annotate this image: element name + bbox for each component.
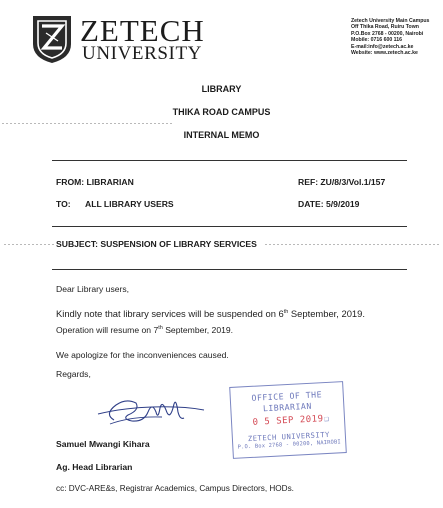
date-field: DATE: 5/9/2019 (298, 199, 360, 209)
stamp-line-address: P.O. Box 2768 - 00200, NAIROBI (237, 439, 342, 451)
notice-line-1-date: September, 2019. (288, 308, 365, 319)
apology-line: We apologize for the inconveniences caused. (56, 350, 229, 360)
university-subtitle: UNIVERSITY (82, 43, 202, 64)
stamp-mark-icon: ❏ (323, 413, 330, 424)
scan-noise (4, 244, 54, 245)
greeting: Dear Library users, (56, 284, 130, 294)
ordinal-suffix: th (158, 325, 163, 332)
subject-line: SUBJECT: SUSPENSION OF LIBRARY SERVICES (56, 239, 257, 249)
department-title: LIBRARY (201, 84, 242, 94)
scan-noise (2, 123, 172, 124)
address-line: P.O.Box 2768 - 00200, Nairobi (351, 30, 424, 37)
memo-type-title: INTERNAL MEMO (183, 130, 260, 140)
divider-middle (52, 226, 407, 227)
to-label: TO: (56, 199, 71, 209)
address-block (351, 18, 443, 56)
divider-top (52, 160, 407, 161)
address-line: Off Thika Road, Ruiru Town (351, 24, 419, 31)
signer-name: Samuel Mwangi Kihara (56, 439, 150, 449)
notice-line-1-text: Kindly note that library services will be suspended on 6 (56, 308, 284, 319)
cc-line: cc: DVC-ARE&s, Registrar Academics, Campus Directors, HODs. (56, 484, 294, 493)
stamp-date: 0 5 SEP 2019 (252, 414, 324, 428)
ordinal-suffix: th (283, 308, 289, 315)
divider-bottom (52, 269, 407, 270)
address-line: Mobile: 0716 600 116 (351, 37, 403, 44)
signer-title: Ag. Head Librarian (56, 462, 133, 472)
closing-line: Regards, (56, 369, 91, 379)
address-line: Zetech University Main Campus (351, 18, 430, 24)
handwritten-signature (92, 388, 212, 432)
notice-line-1 (56, 308, 365, 319)
ref-field: REF: ZU/8/3/Vol.1/157 (298, 177, 386, 187)
stamp-line-librarian: LIBRARIAN (262, 400, 312, 414)
scan-noise (265, 244, 440, 245)
notice-line-2-date: September, 2019. (162, 325, 234, 335)
stamp-line-office: OFFICE OF THE (251, 389, 323, 403)
to-value: ALL LIBRARY USERS (85, 199, 174, 209)
notice-line-2-text: Operation will resume on 7 (56, 325, 159, 335)
university-name: ZETECH (80, 13, 205, 48)
address-line: Website: www.zetech.ac.ke (351, 50, 418, 57)
notice-line-2 (56, 325, 233, 335)
campus-title: THIKA ROAD CAMPUS (172, 107, 271, 117)
from-field: FROM: LIBRARIAN (56, 177, 134, 187)
librarian-office-stamp (229, 381, 347, 459)
zetech-shield-logo-icon (30, 14, 74, 64)
address-line: E-mail:info@zetech.ac.ke (351, 43, 414, 50)
stamp-line-university: ZETECH UNIVERSITY (247, 429, 331, 444)
